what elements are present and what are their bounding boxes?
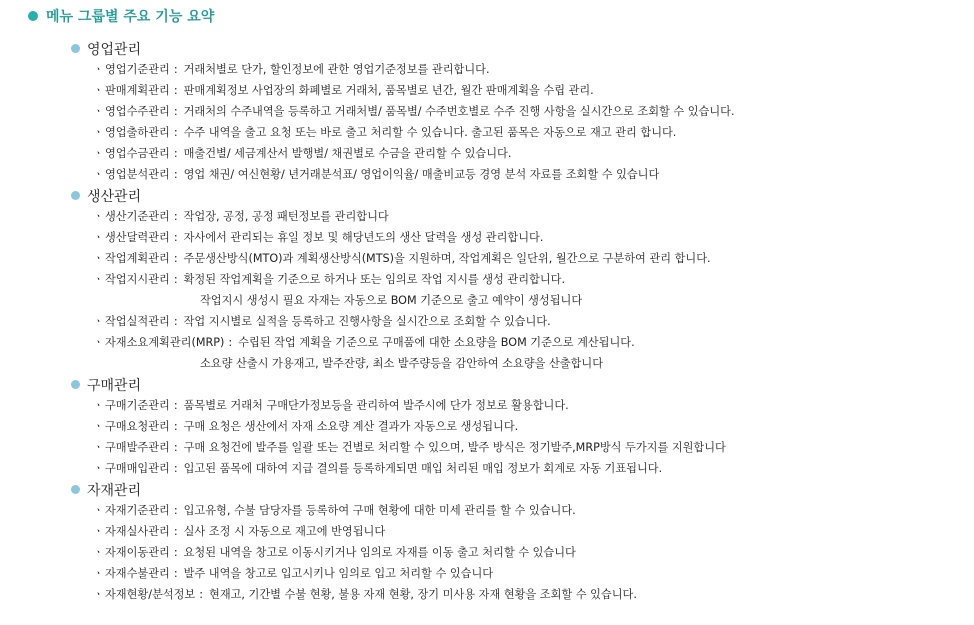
feature-item bbox=[0, 227, 974, 248]
feature-item bbox=[0, 59, 974, 80]
group-heading bbox=[0, 374, 974, 395]
feature-item bbox=[0, 143, 974, 164]
group-bullet-icon bbox=[71, 44, 80, 53]
feature-description: 수립된 작업 계획을 기준으로 구매품에 대한 소요량을 BOM 기준으로 계산됩니다. bbox=[238, 336, 635, 349]
feature-name: 자재소요계획관리(MRP) bbox=[105, 336, 225, 349]
feature-description: 작업 지시별로 실적을 등록하고 진행사항을 실시간으로 조회할 수 있습니다. bbox=[183, 315, 551, 328]
item-marker-icon: ㆍ bbox=[93, 504, 104, 517]
feature-description-continued: 소요량 산출시 가용재고, 발주잔량, 최소 발주량등을 감안하여 소요량을 산출합니다 bbox=[200, 357, 604, 370]
feature-separator: : bbox=[173, 126, 178, 139]
feature-separator: : bbox=[173, 105, 178, 118]
feature-name: 영업기준관리 bbox=[105, 63, 170, 76]
feature-description: 구매 요청은 생산에서 자재 소요량 계산 결과가 자동으로 생성됩니다. bbox=[183, 420, 519, 433]
menu-group bbox=[0, 479, 974, 605]
page-title-text: 메뉴 그룹별 주요 기능 요약 bbox=[46, 9, 215, 25]
feature-name: 구매기준관리 bbox=[105, 399, 170, 412]
item-marker-icon: ㆍ bbox=[93, 105, 104, 118]
feature-separator: : bbox=[173, 504, 178, 517]
feature-item bbox=[0, 458, 974, 479]
feature-description: 확정된 작업계획을 기준으로 하거나 또는 임의로 작업 지시를 생성 관리합니다. bbox=[183, 273, 566, 286]
item-marker-icon: ㆍ bbox=[93, 273, 104, 286]
feature-item bbox=[0, 122, 974, 143]
feature-description: 판매계획정보 사업장의 화폐별로 거래처, 품목별로 년간, 월간 판매계획을 수립 관리. bbox=[183, 84, 594, 97]
feature-description: 입고유형, 수불 담당자를 등록하여 구매 현황에 대한 미세 관리를 할 수 있습니다. bbox=[183, 504, 576, 517]
group-bullet-icon bbox=[71, 191, 80, 200]
menu-group bbox=[0, 374, 974, 479]
item-marker-icon: ㆍ bbox=[93, 126, 104, 139]
feature-description: 영업 채권/ 여신현황/ 년거래분석표/ 영업이익율/ 매출비교등 경영 분석 자료를 조회할 수 있습니다 bbox=[183, 168, 660, 181]
feature-description: 실사 조정 시 자동으로 재고에 반영됩니다 bbox=[183, 525, 386, 538]
feature-separator: : bbox=[173, 567, 178, 580]
menu-group bbox=[0, 38, 974, 185]
feature-item bbox=[0, 416, 974, 437]
feature-name: 자재수불관리 bbox=[105, 567, 170, 580]
group-heading bbox=[0, 185, 974, 206]
feature-item bbox=[0, 248, 974, 269]
feature-description: 현재고, 기간별 수불 현황, 불용 자재 현황, 장기 미사용 자재 현황을 조회할 수 있습니다. bbox=[209, 588, 637, 601]
feature-description: 거래처의 수주내역을 등록하고 거래처별/ 품목별/ 수주번호별로 수주 진행 사항을 실시간으로 조회할 수 있습니다. bbox=[183, 105, 735, 118]
feature-item bbox=[0, 311, 974, 332]
feature-name: 자재실사관리 bbox=[105, 525, 170, 538]
feature-separator: : bbox=[173, 63, 178, 76]
item-marker-icon: ㆍ bbox=[93, 441, 104, 454]
item-marker-icon: ㆍ bbox=[93, 567, 104, 580]
item-marker-icon: ㆍ bbox=[93, 420, 104, 433]
feature-description: 주문생산방식(MTO)과 계획생산방식(MTS)을 지원하며, 작업계획은 일단위, 월간으로 구분하여 관리 합니다. bbox=[183, 252, 711, 265]
feature-separator: : bbox=[173, 441, 178, 454]
feature-description: 수주 내역을 출고 요청 또는 바로 출고 처리할 수 있습니다. 출고된 품목은 자동으로 재고 관리 합니다. bbox=[183, 126, 677, 139]
item-marker-icon: ㆍ bbox=[93, 84, 104, 97]
page-title bbox=[28, 6, 214, 26]
feature-description: 매출건별/ 세금계산서 발행별/ 채권별로 수금을 관리할 수 있습니다. bbox=[183, 147, 512, 160]
item-marker-icon: ㆍ bbox=[93, 147, 104, 160]
feature-item bbox=[0, 500, 974, 521]
group-name: 생산관리 bbox=[87, 188, 142, 205]
feature-separator: : bbox=[173, 399, 178, 412]
feature-item bbox=[0, 101, 974, 122]
feature-separator: : bbox=[173, 462, 178, 475]
feature-item bbox=[0, 437, 974, 458]
feature-name: 작업실적관리 bbox=[105, 315, 170, 328]
feature-separator: : bbox=[173, 252, 178, 265]
item-marker-icon: ㆍ bbox=[93, 588, 104, 601]
feature-description-continued: 작업지시 생성시 필요 자재는 자동으로 BOM 기준으로 출고 예약이 생성됩니다 bbox=[200, 294, 583, 307]
item-marker-icon: ㆍ bbox=[93, 462, 104, 475]
feature-item bbox=[0, 269, 974, 290]
group-heading bbox=[0, 479, 974, 500]
feature-name: 판매계획관리 bbox=[105, 84, 170, 97]
feature-separator: : bbox=[173, 231, 178, 244]
item-marker-icon: ㆍ bbox=[93, 168, 104, 181]
title-bullet-icon bbox=[28, 11, 38, 21]
feature-name: 영업수금관리 bbox=[105, 147, 170, 160]
feature-name: 자재기준관리 bbox=[105, 504, 170, 517]
item-marker-icon: ㆍ bbox=[93, 210, 104, 223]
feature-separator: : bbox=[173, 168, 178, 181]
item-marker-icon: ㆍ bbox=[93, 231, 104, 244]
feature-separator: : bbox=[173, 525, 178, 538]
group-bullet-icon bbox=[71, 485, 80, 494]
feature-description: 요청된 내역을 창고로 이동시키거나 임의로 자재를 이동 출고 처리할 수 있습니다 bbox=[183, 546, 576, 559]
feature-separator: : bbox=[173, 84, 178, 97]
feature-description: 입고된 품목에 대하여 지급 결의를 등록하게되면 매입 처리된 매입 정보가 회계로 자동 기표됩니다. bbox=[183, 462, 663, 475]
feature-name: 구매매입관리 bbox=[105, 462, 170, 475]
feature-name: 생산달력관리 bbox=[105, 231, 170, 244]
feature-item bbox=[0, 164, 974, 185]
feature-name: 영업출하관리 bbox=[105, 126, 170, 139]
group-name: 영업관리 bbox=[87, 41, 142, 58]
feature-name: 생산기준관리 bbox=[105, 210, 170, 223]
feature-item bbox=[0, 80, 974, 101]
feature-name: 자재현황/분석정보 bbox=[105, 588, 196, 601]
feature-name: 작업지시관리 bbox=[105, 273, 170, 286]
feature-description: 거래처별로 단가, 할인정보에 관한 영업기준정보를 관리합니다. bbox=[183, 63, 490, 76]
group-name: 자재관리 bbox=[87, 482, 142, 499]
feature-description: 품목별로 거래처 구매단가정보등을 관리하여 발주시에 단가 정보로 활용합니다. bbox=[183, 399, 569, 412]
item-marker-icon: ㆍ bbox=[93, 63, 104, 76]
feature-name: 구매발주관리 bbox=[105, 441, 170, 454]
feature-item bbox=[0, 584, 974, 605]
feature-separator: : bbox=[173, 420, 178, 433]
feature-separator: : bbox=[173, 546, 178, 559]
feature-name: 영업분석관리 bbox=[105, 168, 170, 181]
menu-group bbox=[0, 185, 974, 374]
feature-separator: : bbox=[173, 147, 178, 160]
feature-item bbox=[0, 521, 974, 542]
feature-separator: : bbox=[228, 336, 233, 349]
item-marker-icon: ㆍ bbox=[93, 399, 104, 412]
feature-description: 자사에서 관리되는 휴일 정보 및 해당년도의 생산 달력을 생성 관리합니다. bbox=[183, 231, 544, 244]
feature-description: 구매 요청건에 발주를 일괄 또는 건별로 처리할 수 있으며, 발주 방식은 정기발주,MRP방식 두가지를 지원합니다 bbox=[183, 441, 726, 454]
feature-item bbox=[0, 332, 974, 353]
feature-item bbox=[0, 563, 974, 584]
feature-name: 자재이동관리 bbox=[105, 546, 170, 559]
feature-name: 구매요청관리 bbox=[105, 420, 170, 433]
item-marker-icon: ㆍ bbox=[93, 546, 104, 559]
feature-item bbox=[0, 395, 974, 416]
feature-separator: : bbox=[173, 273, 178, 286]
feature-separator: : bbox=[173, 315, 178, 328]
feature-separator: : bbox=[199, 588, 204, 601]
feature-item bbox=[0, 206, 974, 227]
feature-description: 발주 내역을 창고로 입고시키나 임의로 입고 처리할 수 있습니다 bbox=[183, 567, 494, 580]
item-marker-icon: ㆍ bbox=[93, 336, 104, 349]
feature-name: 영업수주관리 bbox=[105, 105, 170, 118]
item-marker-icon: ㆍ bbox=[93, 315, 104, 328]
item-marker-icon: ㆍ bbox=[93, 525, 104, 538]
item-marker-icon: ㆍ bbox=[93, 252, 104, 265]
feature-separator: : bbox=[173, 210, 178, 223]
menu-group-list bbox=[0, 38, 974, 605]
feature-item bbox=[0, 542, 974, 563]
group-bullet-icon bbox=[71, 380, 80, 389]
group-heading bbox=[0, 38, 974, 59]
feature-description: 작업장, 공정, 공정 패턴정보를 관리합니다 bbox=[183, 210, 389, 223]
group-name: 구매관리 bbox=[87, 377, 142, 394]
feature-name: 작업계획관리 bbox=[105, 252, 170, 265]
